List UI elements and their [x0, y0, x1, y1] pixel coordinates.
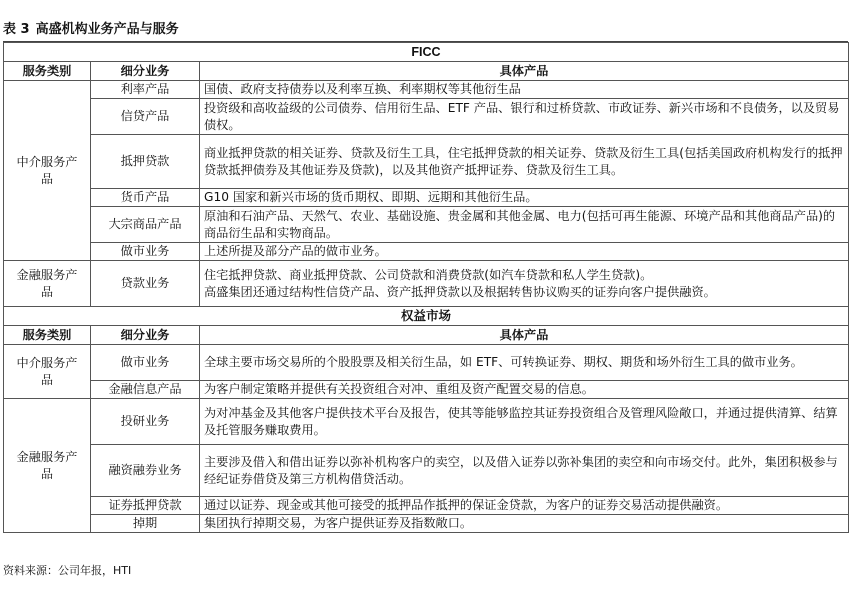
subcategory-cell: 做市业务: [91, 243, 200, 261]
description-cell: 通过以证券、现金或其他可接受的抵押品作抵押的保证金贷款，为客户的证券交易活动提供融资。: [200, 497, 849, 515]
header-details: 具体产品: [200, 62, 849, 81]
table-row: [4, 345, 849, 381]
table-row: [4, 81, 849, 99]
header-row: [4, 326, 849, 345]
subcategory-cell: 抵押贷款: [91, 135, 200, 189]
section-row: [4, 307, 849, 326]
subcategory-cell: 利率产品: [91, 81, 200, 99]
subcategory-cell: 证券抵押贷款: [91, 497, 200, 515]
section-row: [4, 43, 849, 62]
description-cell: 为对冲基金及其他客户提供技术平台及报告，使其等能够监控其证券投资组合及管理风险敞口，并通过提供清算、结算及托管服务赚取费用。: [200, 399, 849, 445]
table-row: [4, 399, 849, 445]
table-title: [3, 19, 848, 42]
table-row: [4, 261, 849, 307]
description-cell: 主要涉及借入和借出证券以弥补机构客户的卖空，以及借入证券以弥补集团的卖空和向市场交付。此外，集团积极参与经纪证券借贷及第三方机构借贷活动。: [200, 445, 849, 497]
description-cell: 国债、政府支持债券以及利率互换、利率期权等其他衍生品: [200, 81, 849, 99]
source-note: 资料来源：公司年报，HTI: [3, 564, 132, 577]
header-category: 服务类别: [4, 62, 91, 81]
section-title: 权益市场: [4, 307, 849, 326]
subcategory-cell: 贷款业务: [91, 261, 200, 307]
description-cell: 商业抵押贷款的相关证券、贷款及衍生工具，住宅抵押贷款的相关证券、贷款及衍生工具(包括美国政府机构发行的抵押贷款抵押债券及其他证券及贷款)，以及其他资产抵押证券、贷款及衍生工具。: [200, 135, 849, 189]
subcategory-cell: 融资融券业务: [91, 445, 200, 497]
table-row: [4, 381, 849, 399]
description-cell: 上述所提及部分产品的做市业务。: [200, 243, 849, 261]
table-row: [4, 189, 849, 207]
table-number: 表 3: [3, 22, 30, 37]
table-row: [4, 207, 849, 243]
subcategory-cell: 货币产品: [91, 189, 200, 207]
category-cell: 金融服务产品: [4, 399, 91, 533]
header-subcategory: 细分业务: [91, 62, 200, 81]
subcategory-cell: 做市业务: [91, 345, 200, 381]
header-row: [4, 62, 849, 81]
table-row: [4, 497, 849, 515]
table-row: [4, 515, 849, 533]
table-row: [4, 135, 849, 189]
header-subcategory: 细分业务: [91, 326, 200, 345]
description-cell: 为客户制定策略并提供有关投资组合对冲、重组及资产配置交易的信息。: [200, 381, 849, 399]
category-cell: 金融服务产品: [4, 261, 91, 307]
description-cell: G10 国家和新兴市场的货币期权、即期、远期和其他衍生品。: [200, 189, 849, 207]
subcategory-cell: 掉期: [91, 515, 200, 533]
section-title: FICC: [4, 43, 849, 62]
subcategory-cell: 金融信息产品: [91, 381, 200, 399]
business-table: [3, 42, 849, 533]
description-cell: 原油和石油产品、天然气、农业、基础设施、贵金属和其他金属、电力(包括可再生能源、环境产品和其他商品产品)的商品衍生品和实物商品。: [200, 207, 849, 243]
subcategory-cell: 信贷产品: [91, 99, 200, 135]
category-cell: 中介服务产品: [4, 345, 91, 399]
header-category: 服务类别: [4, 326, 91, 345]
subcategory-cell: 投研业务: [91, 399, 200, 445]
table-title-text: 高盛机构业务产品与服务: [35, 22, 179, 37]
table-row: [4, 243, 849, 261]
description-cell: 集团执行掉期交易，为客户提供证券及指数敞口。: [200, 515, 849, 533]
table-row: [4, 445, 849, 497]
table-row: [4, 99, 849, 135]
category-cell: 中介服务产品: [4, 81, 91, 261]
description-cell: 住宅抵押贷款、商业抵押贷款、公司贷款和消费贷款(如汽车贷款和私人学生贷款)。 高盛集团还通过结构性信贷产品、资产抵押贷款以及根据转售协议购买的证券向客户提供融资。: [200, 261, 849, 307]
description-cell: 投资级和高收益级的公司债券、信用衍生品、ETF 产品、银行和过桥贷款、市政证券、新兴市场和不良债务，以及贸易债权。: [200, 99, 849, 135]
subcategory-cell: 大宗商品产品: [91, 207, 200, 243]
description-cell: 全球主要市场交易所的个股股票及相关衍生品，如 ETF、可转换证券、期权、期货和场外衍生工具的做市业务。: [200, 345, 849, 381]
header-details: 具体产品: [200, 326, 849, 345]
